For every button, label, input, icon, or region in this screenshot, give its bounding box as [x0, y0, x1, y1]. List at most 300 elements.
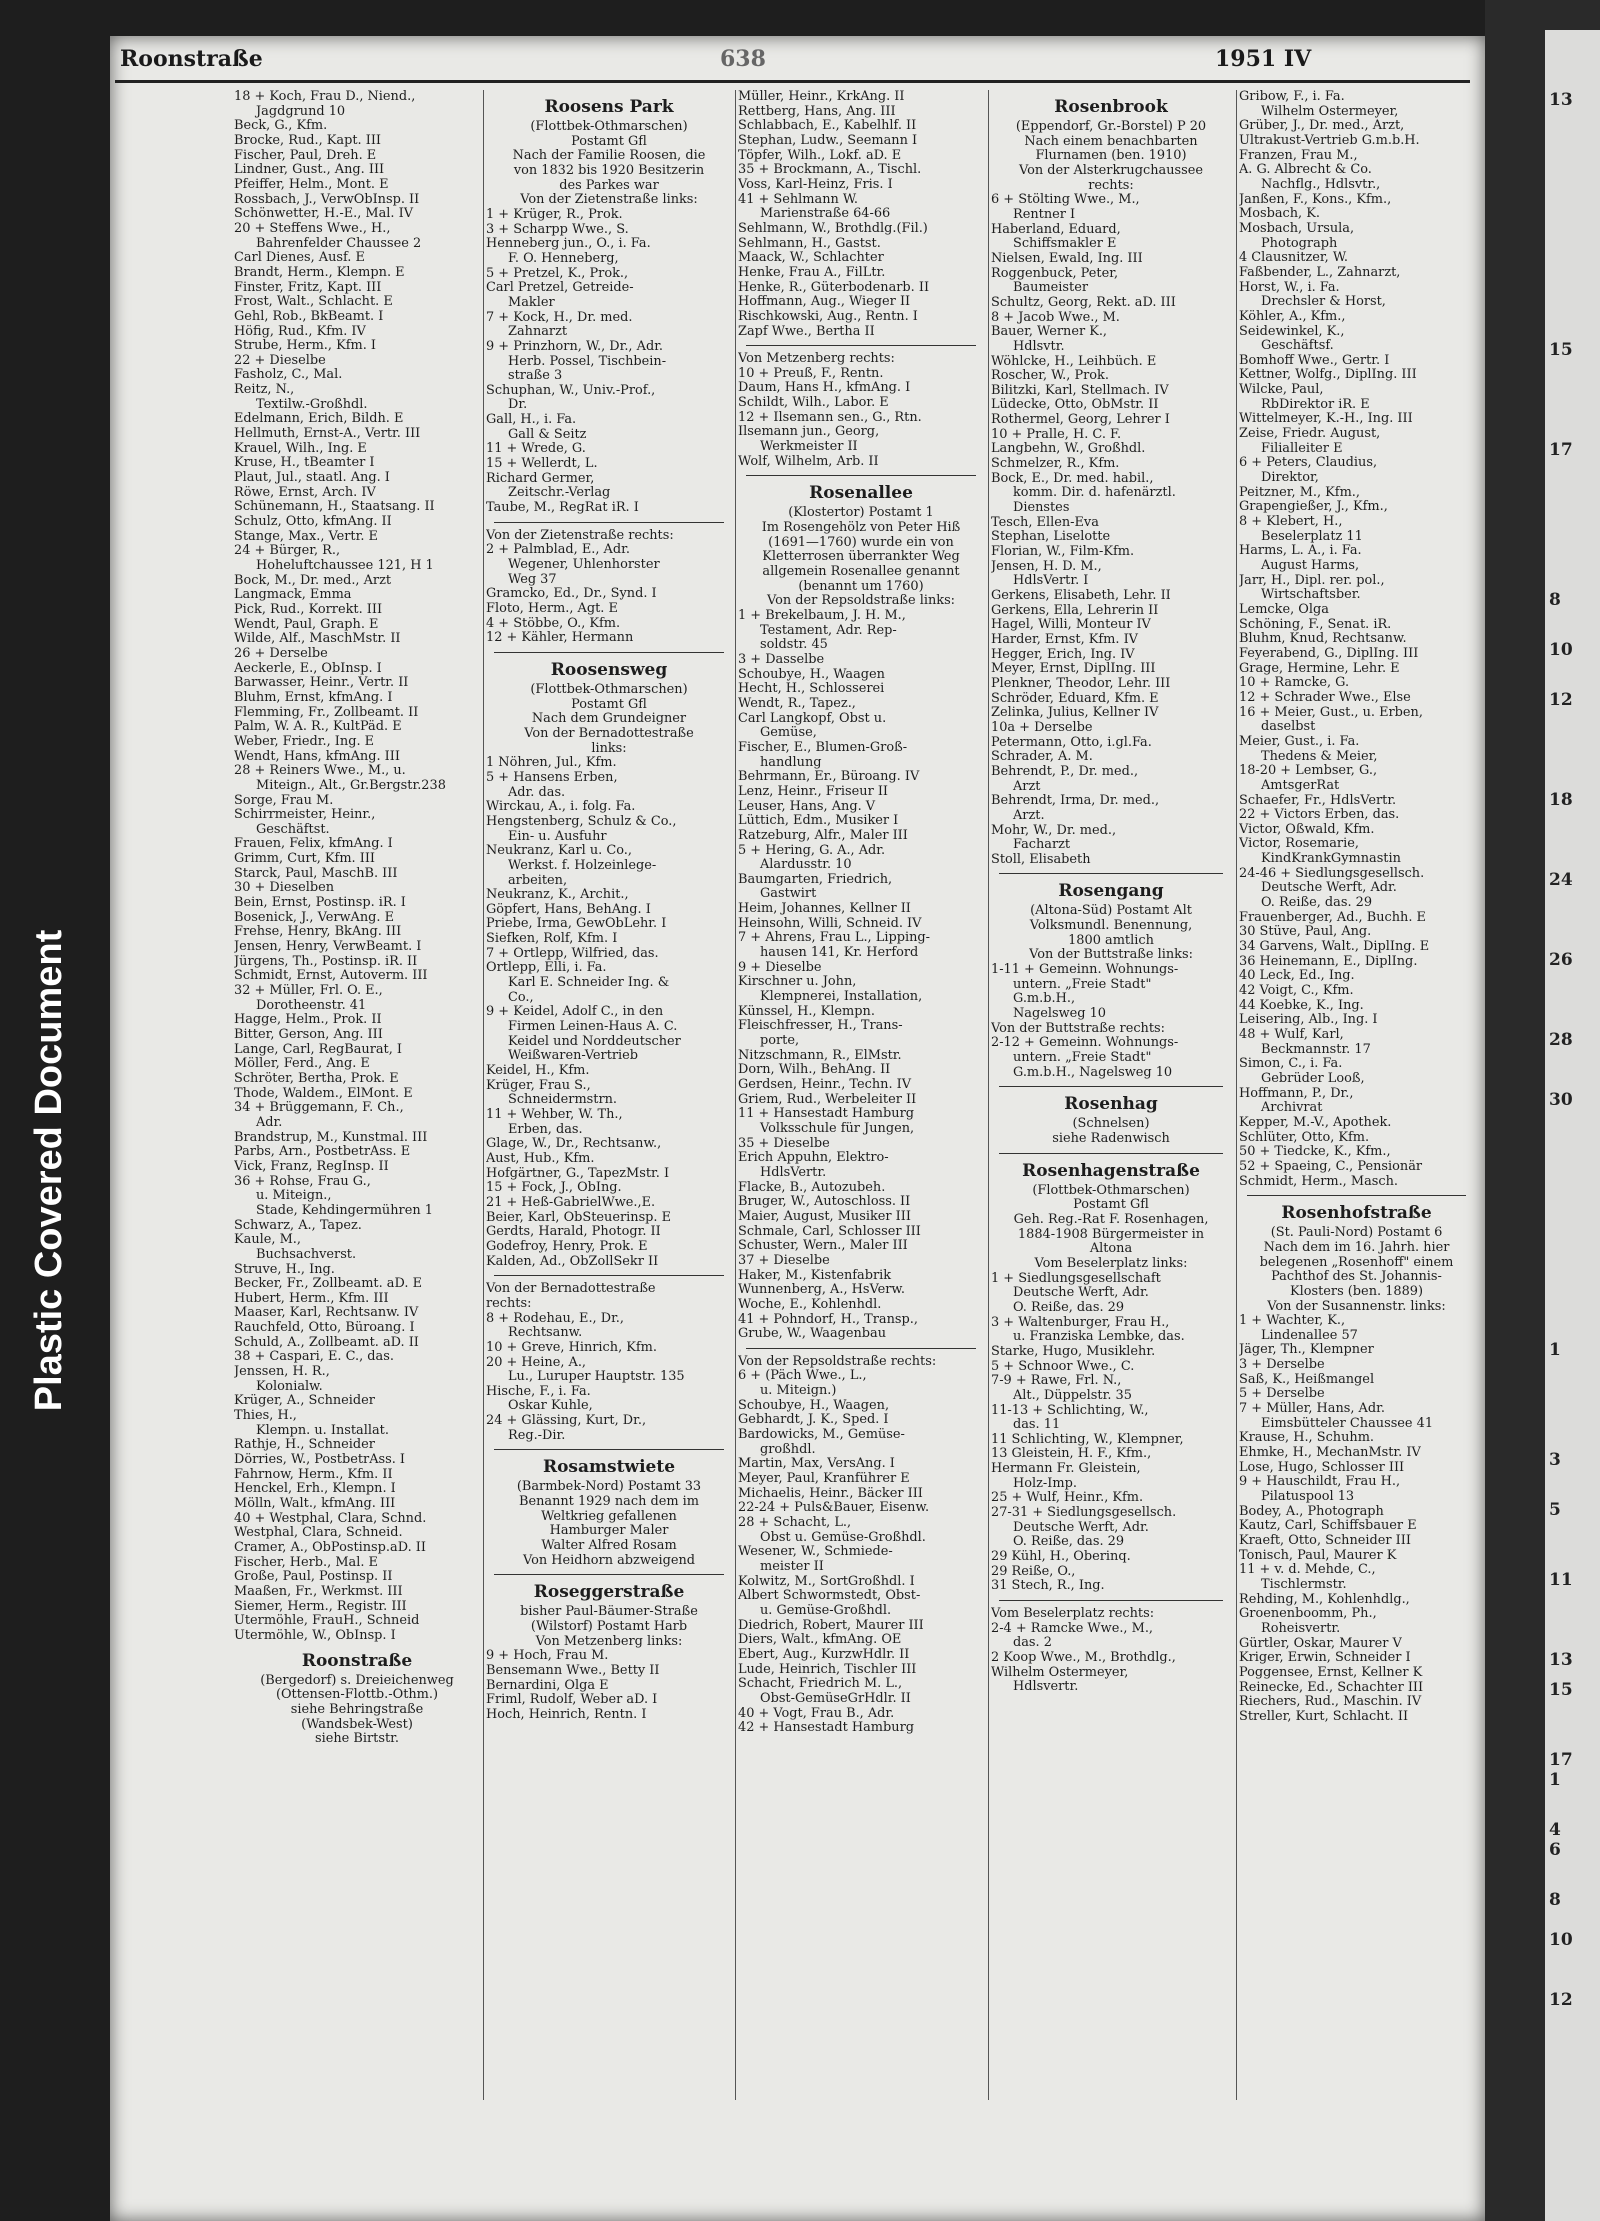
directory-entry: Röwe, Ernst, Arch. IV	[234, 485, 376, 500]
directory-entry: Lu., Luruper Hauptstr. 135	[508, 1370, 685, 1385]
directory-entry: O. Reiße, das. 29	[1013, 1300, 1125, 1315]
directory-entry: Stange, Max., Vertr. E	[234, 529, 378, 544]
directory-entry: Ultrakust-Vertrieb G.m.b.H.	[1239, 133, 1420, 148]
directory-entry: Fahrnow, Herm., Kfm. II	[234, 1467, 393, 1482]
directory-entry: Wendt, Paul, Graph. E	[234, 617, 379, 632]
next-page-number: 1	[1549, 1340, 1561, 1360]
directory-entry: Diers, Walt., kfmAng. OE	[738, 1633, 902, 1648]
directory-entry: 7 + Ahrens, Frau L., Lipping-	[738, 931, 930, 946]
directory-entry: Maack, W., Schlachter	[738, 251, 884, 266]
directory-entry: Krauel, Wilh., Ing. E	[234, 441, 367, 456]
directory-entry: 10 + Preuß, F., Rentn.	[738, 366, 884, 381]
column-2	[486, 90, 732, 2213]
directory-entry: Schröder, Eduard, Kfm. E	[991, 691, 1159, 706]
directory-entry: 32 + Müller, Frl. O. E.,	[234, 984, 383, 999]
directory-entry: 29 Reiße, O.,	[991, 1564, 1076, 1579]
street-note: siehe Behringstraße	[290, 1702, 424, 1717]
directory-entry: 29 Kühl, H., Oberinq.	[991, 1550, 1131, 1565]
directory-entry: 41 + Pohndorf, H., Transp.,	[738, 1312, 918, 1327]
directory-entry: Maaßen, Fr., Werkmst. III	[234, 1584, 403, 1599]
directory-entry: Behrendt, Irma, Dr. med.,	[991, 794, 1160, 809]
directory-entry: Kriger, Erwin, Schneider I	[1239, 1651, 1411, 1666]
directory-entry: Godefroy, Henry, Prok. E	[486, 1239, 648, 1254]
directory-entry: Grapengießer, J., Kfm.,	[1239, 500, 1388, 515]
directory-entry: Lude, Heinrich, Tischler III	[738, 1662, 917, 1677]
next-page-number: 13	[1549, 1650, 1573, 1670]
directory-entry: Wilde, Alf., MaschMstr. II	[234, 632, 401, 647]
directory-entry: 6 + Peters, Claudius,	[1239, 456, 1378, 471]
column-3	[738, 90, 984, 2213]
directory-entry: Hecht, H., Schlosserei	[738, 682, 885, 697]
directory-entry: Bensemann Wwe., Betty II	[486, 1664, 660, 1678]
next-page-number: 28	[1549, 1030, 1573, 1050]
directory-entry: 2 + Palmblad, E., Adr.	[486, 543, 630, 558]
directory-entry: Kepper, M.-V., Apothek.	[1239, 1115, 1392, 1130]
directory-entry: Hdlsvtr.	[1013, 339, 1065, 354]
directory-entry: 8 + Klebert, H.,	[1239, 515, 1343, 530]
directory-entry: Becker, Fr., Zollbeamt. aD. E	[234, 1277, 422, 1292]
directory-entry: Schlabbach, E., Kabelhlf. II	[738, 119, 917, 134]
directory-entry: Stephan, Ludw., Seemann I	[738, 133, 918, 148]
directory-entry: 21 + Heß-GabrielWwe.,E.	[486, 1195, 656, 1210]
directory-entry: 2 Koop Wwe., M., Brothdlg.,	[991, 1651, 1176, 1665]
directory-entry: Bruger, W., Autoschloss. II	[738, 1195, 911, 1210]
directory-entry: 20 + Steffens Wwe., H.,	[234, 221, 391, 236]
directory-entry: 10 + Greve, Hinrich, Kfm.	[486, 1340, 657, 1355]
next-page-number: 15	[1549, 1680, 1573, 1700]
directory-entry: Wegener, Uhlenhorster	[508, 558, 660, 573]
directory-entry: Carl Pretzel, Getreide-	[486, 281, 634, 296]
directory-entry: 10a + Derselbe	[991, 720, 1093, 735]
directory-entry: Schuld, A., Zollbeamt. aD. II	[234, 1335, 419, 1350]
header-rule	[115, 80, 1470, 83]
directory-entry: u. Gemüse-Großhdl.	[760, 1603, 892, 1618]
street-note: Nach einem benachbarten	[1024, 134, 1198, 149]
directory-entry: Rischkowski, Aug., Rentn. I	[738, 309, 918, 324]
next-page-strip	[1545, 30, 1600, 2221]
section-divider	[746, 1348, 976, 1349]
directory-entry: Henke, R., Güterbodenarb. II	[738, 280, 930, 295]
section-divider	[494, 522, 724, 523]
directory-entry: Hengstenberg, Schulz & Co.,	[486, 814, 677, 829]
directory-entry: Neukranz, K., Archit.,	[486, 888, 629, 903]
page-header-street: Roonstraße	[120, 46, 263, 72]
directory-entry: Schmidt, Ernst, Autoverm. III	[234, 969, 428, 984]
directory-entry: 13 Gleistein, H. F., Kfm.,	[991, 1447, 1152, 1462]
directory-entry: 40 + Vogt, Frau B., Adr.	[738, 1706, 895, 1721]
directory-entry: Rauchfeld, Otto, Büroang. I	[234, 1321, 415, 1336]
street-note: Walter Alfred Rosam	[541, 1539, 677, 1554]
directory-entry: Dörries, W., PostbetrAss. I	[234, 1453, 406, 1468]
directory-entry: Finster, Fritz, Kapt. III	[234, 280, 382, 295]
directory-entry: Schuphan, W., Univ.-Prof.,	[486, 383, 656, 398]
street-note: (1691—1760) wurde ein von	[768, 535, 954, 550]
directory-entry: porte,	[760, 1034, 800, 1049]
directory-entry: Textilw.-Großhdl.	[256, 397, 368, 412]
directory-entry: Roheisvertr.	[1261, 1621, 1341, 1636]
directory-entry: Obst-GemüseGrHdlr. II	[760, 1691, 911, 1706]
section-divider	[746, 345, 976, 346]
directory-entry: komm. Dir. d. hafenärztl.	[1013, 486, 1176, 501]
next-page-number: 13	[1549, 90, 1573, 110]
street-note: Von der Susannenstr. links:	[1267, 1299, 1446, 1314]
directory-entry: Von der Repsoldstraße rechts:	[738, 1354, 937, 1369]
directory-entry: Rathje, H., Schneider	[234, 1438, 375, 1453]
section-divider	[494, 1275, 724, 1276]
directory-entry: Lüttich, Edm., Musiker I	[738, 814, 899, 829]
directory-entry: Gebhardt, J. K., Sped. I	[738, 1413, 889, 1428]
directory-entry: Wirckau, A., i. folg. Fa.	[486, 800, 636, 815]
street-heading: Roonstraße	[301, 1650, 413, 1671]
directory-entry: Facharzt	[1013, 838, 1071, 853]
column-rule	[988, 90, 989, 2100]
directory-entry: Henckel, Erh., Klempn. I	[234, 1482, 396, 1497]
directory-entry: 1 + Siedlungsgesellschaft	[991, 1271, 1161, 1286]
directory-entry: daselbst	[1261, 720, 1316, 735]
directory-entry: Bauer, Werner K.,	[991, 325, 1108, 340]
street-note: Von Metzenberg links:	[535, 1634, 683, 1649]
directory-entry: Jarr, H., Dipl. rer. pol.,	[1239, 573, 1385, 588]
directory-entry: 35 + Brockmann, A., Tischl.	[738, 163, 922, 178]
directory-entry: 6 + Stölting Wwe., M.,	[991, 193, 1140, 208]
street-note: Im Rosengehölz von Peter Hiß	[761, 521, 961, 536]
directory-entry: Hdlsvertr.	[1013, 1680, 1079, 1695]
street-heading: Rosenhag	[1064, 1094, 1158, 1115]
directory-entry: Grube, W., Waagenbau	[738, 1327, 887, 1342]
directory-entry: 24 + Glässing, Kurt, Dr.,	[486, 1414, 647, 1429]
directory-entry: Gerkens, Ella, Lehrerin II	[991, 603, 1159, 618]
directory-entry: Geschäftsf.	[1261, 339, 1334, 354]
street-note: (Bergedorf) s. Dreieichenweg	[260, 1673, 454, 1688]
directory-entry: u. Franziska Lembke, das.	[1013, 1330, 1185, 1345]
directory-entry: Hubert, Herm., Kfm. III	[234, 1291, 389, 1306]
directory-entry: Schultz, Georg, Rekt. aD. III	[991, 295, 1176, 310]
street-note: Von der Buttstraße links:	[1029, 948, 1193, 963]
directory-entry: 4 + Stöbbe, O., Kfm.	[486, 616, 621, 631]
directory-entry: Grimm, Curt, Kfm. III	[234, 852, 376, 867]
directory-entry: Meyer, Paul, Kranführer E	[738, 1472, 910, 1487]
directory-entry: 11 + Wehber, W. Th.,	[486, 1108, 623, 1122]
street-note: Von Heidhorn abzweigend	[522, 1553, 696, 1568]
directory-entry: Sehlmann, H., Gastst.	[738, 236, 881, 251]
directory-entry: Arzt	[1013, 779, 1041, 794]
directory-entry: arbeiten,	[508, 873, 568, 888]
directory-entry: Von Metzenberg rechts:	[738, 352, 895, 367]
directory-entry: Von der Zietenstraße rechts:	[486, 528, 674, 543]
directory-entry: Plaut, Jul., staatl. Ang. I	[234, 471, 390, 486]
directory-entry: Wendt, Hans, kfmAng. III	[234, 749, 400, 764]
directory-entry: Frehse, Henry, BkAng. III	[234, 925, 402, 940]
directory-entry: Filialleiter E	[1261, 441, 1343, 456]
street-note: (Wilstorf) Postamt Harb	[530, 1620, 688, 1635]
section-divider	[1247, 1195, 1466, 1196]
directory-entry: Klempn. u. Installat.	[256, 1423, 389, 1438]
street-note: (benannt um 1760)	[798, 579, 924, 594]
street-note: (Flottbek-Othmarschen)	[530, 120, 688, 134]
directory-entry: Strube, Herm., Kfm. I	[234, 339, 377, 354]
directory-entry: Janßen, F., Kons., Kfm.,	[1239, 192, 1392, 207]
next-page-number: 11	[1549, 1570, 1573, 1590]
directory-entry: Von der Bernadottestraße	[486, 1282, 656, 1297]
column-rule	[735, 90, 736, 2100]
directory-entry: Erich Appuhn, Elektro-	[738, 1151, 889, 1166]
street-note: belegenen „Rosenhoff" einem	[1259, 1255, 1454, 1270]
directory-entry: Marienstraße 64-66	[760, 207, 891, 222]
column-rule	[1236, 90, 1237, 2100]
street-note: Altona	[1089, 1242, 1133, 1257]
directory-entry: Nagelsweg 10	[1013, 1007, 1106, 1022]
directory-entry: Schiffsmakler E	[1013, 237, 1117, 252]
directory-entry: 37 + Dieselbe	[738, 1253, 830, 1268]
next-page-number: 8	[1549, 1890, 1561, 1910]
directory-entry: Fasholz, C., Mal.	[234, 368, 343, 383]
directory-entry: Utermöhle, FrauH., Schneid	[234, 1614, 420, 1629]
next-page-number: 30	[1549, 1090, 1573, 1110]
directory-entry: Jensen, H. D. M.,	[991, 559, 1102, 574]
directory-entry: Schildt, Wilh., Labor. E	[738, 396, 889, 411]
directory-entry: Bernardini, Olga E	[486, 1678, 609, 1693]
directory-entry: Schaefer, Fr., HdlsVertr.	[1239, 793, 1397, 808]
directory-entry: Gürtler, Oskar, Maurer V	[1239, 1636, 1402, 1651]
directory-entry: 10 + Pralle, H. C. F.	[991, 427, 1122, 442]
street-note: Benannt 1929 nach dem im	[518, 1495, 700, 1510]
directory-entry: Schünemann, H., Staatsang. II	[234, 500, 435, 515]
directory-entry: 8 + Jacob Wwe., M.	[991, 310, 1120, 325]
street-note: siehe Radenwisch	[1052, 1132, 1170, 1146]
directory-entry: Wunnenberg, A., HsVerw.	[738, 1283, 906, 1298]
directory-entry: Müller, Heinr., KrkAng. II	[738, 90, 905, 104]
directory-entry: Bitter, Gerson, Ang. III	[234, 1028, 383, 1042]
next-page-number: 3	[1549, 1450, 1561, 1470]
directory-entry: F. O. Henneberg,	[508, 251, 619, 266]
directory-entry: 12 + Schrader Wwe., Else	[1239, 690, 1411, 705]
directory-entry: Herb. Possel, Tischbein-	[508, 354, 667, 369]
directory-entry: Kolwitz, M., SortGroßhdl. I	[738, 1574, 915, 1589]
directory-entry: 1 + Wachter, K.,	[1239, 1314, 1346, 1329]
directory-entry: Direktor,	[1261, 471, 1319, 486]
directory-entry: 38 + Caspari, E. C., das.	[234, 1350, 394, 1365]
directory-entry: Hoffmann, P., Dr.,	[1239, 1086, 1354, 1101]
directory-entry: Mohr, W., Dr. med.,	[991, 823, 1117, 838]
directory-entry: Brandt, Herm., Klempn. E	[234, 265, 405, 280]
directory-entry: 11-13 + Schlichting, W.,	[991, 1403, 1149, 1418]
street-note: siehe Birtstr.	[315, 1732, 399, 1747]
directory-entry: Hofgärtner, G., TapezMstr. I	[486, 1166, 670, 1181]
next-page-number: 10	[1549, 640, 1573, 660]
directory-entry: Richard Germer,	[486, 471, 595, 486]
directory-entry: Ilsemann jun., Georg,	[738, 425, 880, 440]
directory-entry: Bahrenfelder Chaussee 2	[256, 236, 422, 251]
directory-entry: Adr.	[256, 1115, 283, 1130]
next-page-number: 12	[1549, 690, 1573, 710]
directory-entry: Töpfer, Wilh., Lokf. aD. E	[738, 148, 902, 163]
directory-entry: Zeitschr.-Verlag	[508, 486, 611, 501]
directory-entry: Franzen, Frau M.,	[1239, 148, 1358, 163]
directory-entry: Schrader, A. M.	[991, 750, 1093, 765]
directory-entry: AmtsgerRat	[1261, 778, 1340, 793]
directory-entry: HdlsVertr. I	[1013, 574, 1089, 589]
directory-entry: 36 + Rohse, Frau G.,	[234, 1174, 371, 1189]
directory-entry: 35 + Dieselbe	[738, 1136, 830, 1151]
section-divider	[746, 475, 976, 476]
directory-entry: das. 2	[1013, 1636, 1052, 1651]
directory-entry: 40 + Westphal, Clara, Schnd.	[234, 1511, 427, 1526]
directory-entry: 36 Heinemann, E., DiplIng.	[1239, 954, 1418, 969]
directory-entry: Zapf Wwe., Bertha II	[738, 324, 875, 339]
directory-entry: Buchsachverst.	[256, 1247, 357, 1262]
directory-entry: Hoffmann, Aug., Wieger II	[738, 295, 911, 310]
directory-entry: Utermöhle, W., ObInsp. I	[234, 1628, 396, 1643]
street-note: Geh. Reg.-Rat F. Rosenhagen,	[1013, 1212, 1209, 1227]
street-heading: Rosenhofstraße	[1281, 1203, 1432, 1224]
street-note: Volksmundl. Benennung,	[1029, 919, 1193, 934]
directory-entry: Schoubye, H., Waagen	[738, 667, 885, 682]
directory-entry: Rehding, M., Kohlenhdlg.,	[1239, 1592, 1410, 1607]
directory-entry: 22 + Dieselbe	[234, 353, 326, 368]
street-note: Vom Beselerplatz links:	[1034, 1256, 1188, 1271]
directory-entry: Siemer, Herm., Registr. III	[234, 1599, 407, 1614]
directory-entry: 28 + Reiners Wwe., M., u.	[234, 764, 406, 779]
directory-entry: Gebrüder Looß,	[1261, 1071, 1365, 1086]
directory-entry: 9 + Keidel, Adolf C., in den	[486, 1005, 664, 1020]
directory-entry: Nielsen, Ewald, Ing. III	[991, 251, 1143, 266]
directory-entry: Ratzeburg, Alfr., Maler III	[738, 828, 908, 843]
directory-entry: Palm, W. A. R., KultPäd. E	[234, 720, 402, 735]
directory-entry: Photograph	[1261, 236, 1338, 251]
directory-entry: Leuser, Hans, Ang. V	[738, 799, 876, 814]
directory-entry: Meier, Gust., i. Fa.	[1239, 734, 1360, 749]
directory-entry: 2-12 + Gemeinn. Wohnungs-	[991, 1036, 1179, 1051]
directory-entry: Ehmke, H., MechanMstr. IV	[1239, 1446, 1421, 1461]
directory-entry: Keidel und Norddeutscher	[508, 1034, 681, 1049]
directory-entry: Carl Langkopf, Obst u.	[738, 711, 887, 726]
scan-label-text: Plastic Covered Document	[28, 929, 71, 1411]
directory-entry: Aeckerle, E., ObInsp. I	[234, 661, 382, 676]
directory-entry: Hegger, Erich, Ing. IV	[991, 647, 1135, 662]
directory-entry: Gerdts, Harald, Photogr. II	[486, 1225, 661, 1240]
street-note: (Flottbek-Othmarschen)	[1032, 1183, 1190, 1198]
directory-entry: Haker, M., Kistenfabrik	[738, 1268, 892, 1283]
directory-entry: Sehlmann, W., Brothdlg.(Fil.)	[738, 221, 928, 236]
directory-entry: 7-9 + Rawe, Frl. N.,	[991, 1374, 1122, 1389]
directory-entry: Wesener, W., Schmiede-	[738, 1545, 893, 1560]
street-heading: Rosenbrook	[1054, 97, 1168, 117]
directory-entry: Fleischfresser, H., Trans-	[738, 1019, 903, 1034]
directory-entry: 41 + Sehlmann W.	[738, 192, 858, 207]
directory-entry: Starke, Hugo, Musiklehr.	[991, 1344, 1156, 1359]
directory-entry: Gribow, F., i. Fa.	[1239, 90, 1345, 104]
directory-entry: Hagge, Helm., Prok. II	[234, 1013, 382, 1028]
street-note: (Altona-Süd) Postamt Alt	[1030, 904, 1192, 919]
directory-entry: Kautz, Carl, Schiffsbauer E	[1239, 1519, 1417, 1534]
directory-entry: 34 + Brüggemann, F. Ch.,	[234, 1101, 404, 1116]
directory-entry: Voss, Karl-Heinz, Fris. I	[738, 177, 893, 192]
directory-entry: 30 Stüve, Paul, Ang.	[1239, 925, 1372, 940]
directory-entry: Obst u. Gemüse-Großhdl.	[760, 1530, 926, 1545]
directory-entry: Griem, Rud., Werbeleiter II	[738, 1092, 917, 1107]
directory-entry: Heim, Johannes, Kellner II	[738, 902, 911, 917]
street-heading: Rosenallee	[809, 483, 913, 504]
directory-entry: Mölln, Walt., kfmAng. III	[234, 1497, 396, 1511]
directory-entry: 12 + Ilsemann sen., G., Rtn.	[738, 410, 922, 425]
next-page-number: 10	[1549, 1930, 1573, 1950]
directory-entry: Rettberg, Hans, Ang. III	[738, 104, 896, 119]
directory-entry: G.m.b.H., Nagelsweg 10	[1013, 1065, 1173, 1080]
directory-entry: Thies, H.,	[234, 1409, 297, 1424]
directory-entry: Adr. das.	[508, 785, 566, 800]
street-note: Nach dem im 16. Jahrh. hier	[1263, 1240, 1450, 1255]
directory-entry: Gramcko, Ed., Dr., Synd. I	[486, 587, 657, 602]
street-note: Von der Zietenstraße links:	[520, 193, 698, 208]
section-divider	[999, 1600, 1223, 1601]
directory-entry: 1 Nöhren, Jul., Kfm.	[486, 756, 617, 771]
directory-entry: Gall & Seitz	[508, 427, 587, 442]
directory-entry: Kirschner u. John,	[738, 975, 857, 990]
directory-entry: Flemming, Fr., Zollbeamt. II	[234, 705, 419, 720]
directory-entry: Henke, Frau A., FilLtr.	[738, 265, 886, 280]
directory-entry: 5 + Hansens Erben,	[486, 770, 618, 785]
directory-entry: Schirrmeister, Heinr.,	[234, 808, 376, 823]
street-note: Von der Repsoldstraße links:	[766, 594, 956, 609]
directory-entry: Makler	[508, 295, 555, 310]
next-page-number: 17	[1549, 440, 1573, 460]
directory-entry: 22-24 + Puls&Bauer, Eisenw.	[738, 1501, 930, 1516]
directory-entry: 44 Koebke, K., Ing.	[1239, 998, 1364, 1013]
directory-entry: Jenssen, H. R.,	[234, 1365, 330, 1380]
directory-entry: Diedrich, Robert, Maurer III	[738, 1618, 924, 1633]
directory-entry: rechts:	[486, 1296, 532, 1311]
directory-entry: Schoubye, H., Waagen,	[738, 1398, 890, 1413]
directory-entry: Zeise, Friedr. August,	[1239, 427, 1381, 442]
directory-entry: Lange, Carl, RegBaurat, I	[234, 1042, 403, 1057]
directory-entry: Starck, Paul, MaschB. III	[234, 866, 398, 881]
directory-entry: Hische, F., i. Fa.	[486, 1384, 591, 1399]
directory-entry: Wittelmeyer, K.-H., Ing. III	[1239, 412, 1413, 427]
directory-entry: Hoheluftchaussee 121, H 1	[256, 559, 434, 573]
directory-entry: 6 + (Päch Wwe., L.,	[738, 1369, 867, 1384]
directory-entry: Stoll, Elisabeth	[991, 852, 1091, 867]
directory-entry: Bluhm, Ernst, kfmAng. I	[234, 690, 393, 705]
directory-entry: Hagel, Willi, Monteur IV	[991, 618, 1151, 633]
directory-entry: Schmelzer, R., Kfm.	[991, 457, 1120, 472]
street-note: links:	[591, 741, 627, 756]
directory-entry: Westphal, Clara, Schneid.	[234, 1526, 403, 1541]
directory-entry: Schacht, Friedrich M. L.,	[738, 1677, 903, 1692]
next-page-number: 18	[1549, 790, 1573, 810]
directory-entry: Klempnerei, Installation,	[760, 990, 923, 1005]
directory-entry: Maaser, Karl, Rechtsanw. IV	[234, 1306, 419, 1321]
directory-entry: 9 + Prinzhorn, W., Dr., Adr.	[486, 339, 664, 354]
directory-entry: Pick, Rud., Korrekt. III	[234, 602, 383, 617]
street-note: 1800 amtlich	[1068, 933, 1154, 948]
directory-entry: KindKrankGymnastin	[1261, 852, 1401, 867]
directory-entry: Erben, das.	[508, 1122, 583, 1137]
street-note: Von der Alsterkrugchaussee	[1019, 163, 1203, 178]
section-divider	[999, 1086, 1223, 1087]
street-note: (Schnelsen)	[1072, 1117, 1150, 1132]
directory-entry: Gastwirt	[760, 887, 817, 902]
directory-entry: 22 + Victors Erben, das.	[1239, 808, 1400, 823]
directory-entry: Peitzner, M., Kfm.,	[1239, 485, 1360, 500]
directory-entry: 9 + Dieselbe	[738, 960, 822, 975]
section-divider	[494, 1574, 724, 1575]
street-note: Klosters (ben. 1889)	[1289, 1284, 1424, 1299]
directory-entry: Kruse, H., tBeamter I	[234, 456, 375, 471]
directory-entry: Ortlepp, Elli, i. Fa.	[486, 961, 607, 976]
directory-entry: Sorge, Frau M.	[234, 793, 334, 808]
directory-entry: Fischer, E., Blumen-Groß-	[738, 740, 908, 755]
directory-entry: Weißwaren-Vertrieb	[508, 1049, 639, 1064]
